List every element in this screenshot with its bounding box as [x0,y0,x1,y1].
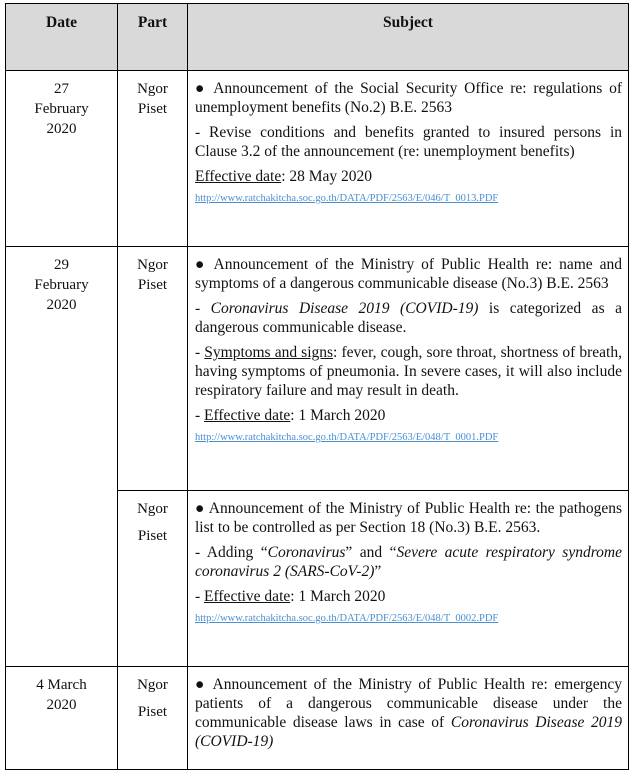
part-cell [118,667,188,770]
effective-date [195,167,622,186]
date-line: 4 March [36,677,87,693]
effective-date: - Effective date: 1 March 2020 [195,407,386,424]
detail-prefix: - [195,300,211,317]
effective-date-value: : 1 March 2020 [290,407,386,424]
date-line: February [34,277,89,293]
detail-text [195,299,622,337]
table-row [6,71,629,247]
detail-text: - Revise conditions and benefits granted to insured persons in Clause 3.2 of the announcement (re: unemployment benefits) [195,124,622,160]
effective-date-label: Effective date [204,588,291,605]
source-link[interactable]: http://www.ratchakitcha.soc.go.th/DATA/PDF/2563/E/048/T_0002.PDF [195,613,499,624]
symptoms-value: : fever, cough, sore throat, shortness of breath, having symptoms of pneumonia. In severe cases, it will also include respiratory failure and may result in death. [195,344,622,399]
source-link[interactable]: http://www.ratchakitcha.soc.go.th/DATA/PDF/2563/E/048/T_0001.PDF [195,432,499,443]
subject-cell [188,71,629,247]
date-line: 2020 [46,697,77,713]
pathogen-name: Severe acute respiratory syndrome coronavirus 2 (SARS-CoV-2) [195,544,622,580]
part-cell [118,71,188,247]
effective-date-label: Effective date [195,168,282,185]
announcement-text: ● Announcement of the Ministry of Public Health re: the pathogens list to be controlled as per Section 18 (No.3) B.E. 2563. [195,500,622,536]
header-row [6,4,629,71]
adding-end: ” [374,563,382,580]
date-cell [6,71,118,247]
part-line: Ngor [137,501,168,517]
header-subject: Subject [188,4,629,71]
adding-text [195,543,622,581]
part-line: Piset [137,528,168,544]
part-line: Piset [137,704,168,720]
date-cell [6,247,118,667]
announcement-text [195,675,622,751]
part-line: Ngor [137,677,168,693]
disease-name: Coronavirus Disease 2019 (COVID-19) [195,714,622,750]
date-line: 27 [54,81,69,97]
header-date: Date [6,4,118,71]
part-cell [118,247,188,491]
source-link[interactable]: http://www.ratchakitcha.soc.go.th/DATA/PDF/2563/E/046/T_0013.PDF [195,193,499,204]
table-row [6,667,629,770]
adding-prefix: - Adding “ [195,544,268,561]
announcements-table [5,3,629,770]
date-line: 2020 [46,121,77,137]
symptoms-text [195,343,622,400]
date-line: 29 [54,257,69,273]
subject-cell [188,491,629,667]
header-part: Part [118,4,188,71]
effective-date-value: : 28 May 2020 [281,168,373,185]
effective-date-label: Effective date [204,407,291,424]
announcement-text: ● Announcement of the Social Security Office re: regulations of unemployment benefits (No.2) B.E. 2563 [195,80,622,116]
date-line: 2020 [46,297,77,313]
announcement-prefix: ● Announcement of the Ministry of Public Health re: emergency patients of a dangerous communicable disease under the communicable disease laws in case of [195,676,622,731]
symptoms-prefix: - [195,344,205,361]
part-line: Ngor [137,81,168,97]
announcement-text: ● Announcement of the Ministry of Public Health re: name and symptoms of a dangerous communicable disease (No.3) B.E. 2563 [195,256,622,292]
effective-date-value: : 1 March 2020 [290,588,386,605]
date-cell [6,667,118,770]
effective-date: - Effective date: 1 March 2020 [195,588,386,605]
part-cell [118,491,188,667]
disease-name: Coronavirus Disease 2019 (COVID-19) [210,300,479,317]
adding-mid: ” and “ [345,544,397,561]
part-line: Ngor [137,257,168,273]
subject-cell [188,667,629,770]
symptoms-label: Symptoms and signs [204,344,334,361]
part-line: Piset [137,277,168,293]
subject-cell [188,247,629,491]
date-line: February [34,101,89,117]
part-line: Piset [137,101,168,117]
detail-rest: is categorized as a dangerous communicable disease. [195,300,622,336]
table-row [6,247,629,491]
pathogen-name: Coronavirus [267,544,346,561]
